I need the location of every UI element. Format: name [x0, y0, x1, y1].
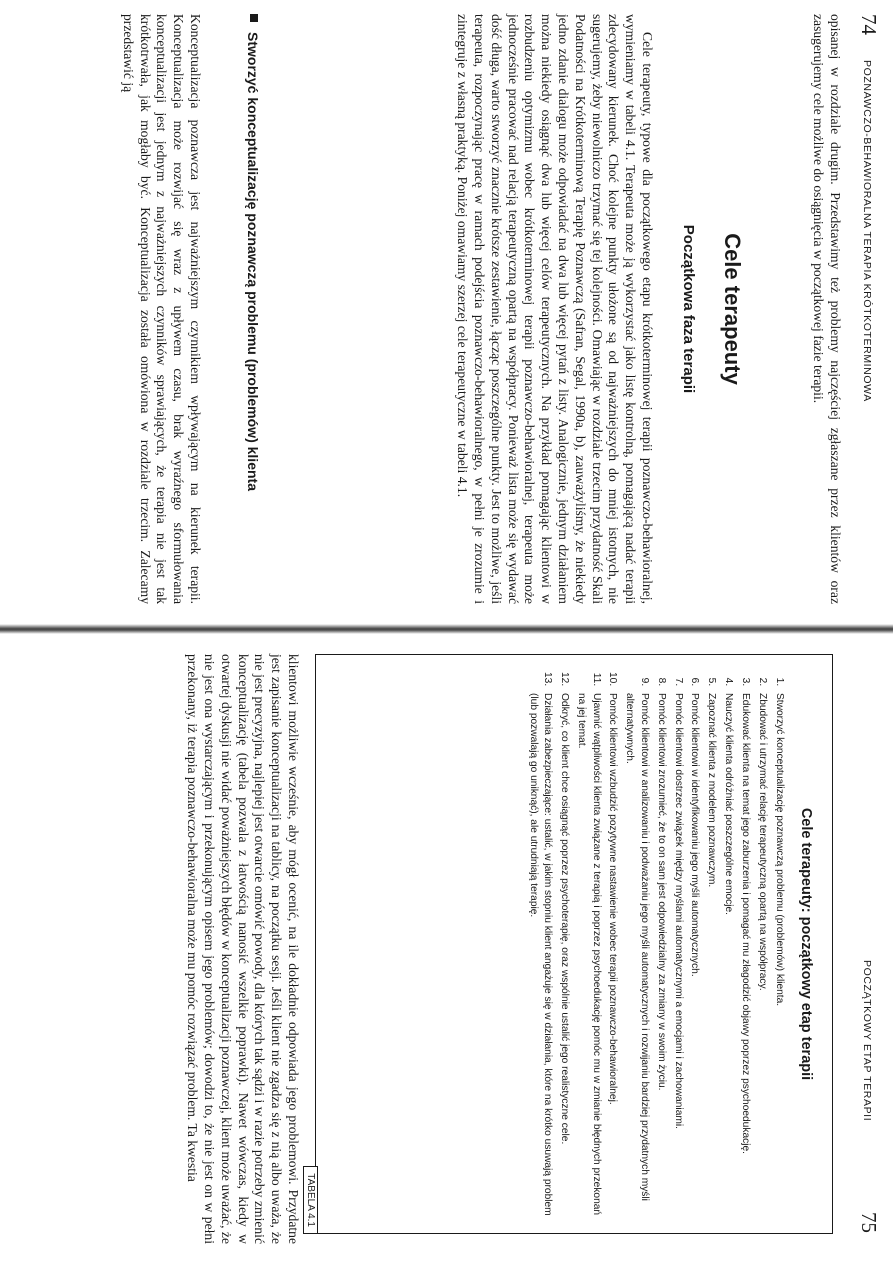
list-item: 9. Pomóc klientowi w analizowaniu i podważaniu jego myśli automatycznych i rozwijaniu bardziej przydatnych myśli alternatywnych. [622, 689, 651, 1219]
running-head: POCZĄTKOWY ETAP TERAPII [861, 960, 873, 1122]
list-item: 4. Nauczyć klienta odróżniać poszczególne emocje. [721, 689, 735, 1219]
table-4-1 [305, 654, 833, 1234]
left-page [0, 0, 893, 618]
paragraph-text: Konceptualizacja poznawcza jest najważniejszym czynnikiem wpływającym na kierunek terapii. Konceptualizacja może rozwijać się wraz z upływem czasu, brak wyraźnego sformułowania konceptualizacji jest jednym z najważniejszych czynników sprawiających, że terapia nie jest tak krótkotrwała, jak mogłaby być. Konceptualizacja została omówiona w rozdziale trzecim. Zalecamy przedstawić ją [120, 14, 203, 604]
bullet-heading-text: Stworzyć konceptualizację poznawczą problemu (problemów) klienta [245, 32, 261, 491]
goals-list [526, 689, 787, 1219]
list-item: 1. Stworzyć konceptualizację poznawczą problemu (problemów) klienta. [772, 689, 786, 1219]
list-item: 5. Zapoznać klienta z modelem poznawczym. [704, 689, 718, 1219]
table-title: Cele terapeuty: początkowy etap terapii [798, 807, 814, 1081]
list-item: 12. Odkryć, co klient chce osiągnąć poprzez psychoterapię, oraz wspólnie ustalić jego realistyczne cele. [557, 689, 571, 1219]
list-item: 13. Działania zabezpieczające: ustalić, w jakim stopniu klient angażuje się w działania, które na krótko usuwają problem (lub pozwalają go uniknąć), ale utrudniają terapię. [526, 689, 555, 1219]
list-item: 11. Ujawnić wątpliwości klienta związane z terapią i poprzez psychoedukację pomóc mu w zmianie błędnych przekonań na jej temat. [574, 689, 603, 1219]
square-bullet-icon [250, 14, 258, 22]
list-item: 10. Pomóc klientowi wzbudzić pozytywne nastawienie wobec terapii poznawczo-behawioralnej. [605, 689, 619, 1219]
chapter-title: Cele terapeuty [720, 233, 745, 385]
paragraph-text: klientowi możliwie wcześnie, aby mógł ocenić, na ile dokładnie odpowiada jego problemowi. Przydatne jest zapisanie konceptualizacji na tablicy, na początku sesji. Jeśli klient nie zgadza się z nią albo uważa, że nie jest precyzyjna, najlepiej jest otwarcie omówić powody, dla których tak sądzi i w razie potrzeby zmienić konceptualizację (tabela pozwala z łatwością nanosić wszelkie poprawki). Nawet wówczas, kiedy w otwartej dyskusji nie widać poważniejszych błędów w konceptualizacji poznawczej, klient może uważać, że nie jest ona wystarczającym i przekonującym opisem jego problemów; dowodzi to, że nie jest on w pełni przekonany, iż terapia poznawczo-behawioralna może mu pomóc rozwiązać problem. Ta kwestia [185, 654, 301, 1244]
page-number: 74 [857, 14, 881, 35]
body-paragraph-2 [119, 14, 203, 604]
right-page [0, 640, 893, 1262]
list-item: 2. Zbudować i utrzymać relację terapeutyczną opartą na współpracy. [755, 689, 769, 1219]
list-item: 6. Pomóc klientowi w identyfikowaniu jego myśli automatycznych. [687, 689, 701, 1219]
body-paragraph-1 [453, 14, 655, 604]
intro-text: opisanej w rozdziale drugim. Przedstawimy też problemy najczęściej zgłaszane przez klientów oraz zasugerujemy cele możliwe do osiągnięcia w początkowej fazie terapii. [811, 14, 843, 604]
book-spine [0, 624, 893, 634]
section-title: Początkowa faza terapii [680, 224, 697, 394]
table-tag: TABELA 4.1 [303, 1166, 318, 1234]
list-item: 3. Edukować klienta na temat jego zaburzenia i pomagać mu złagodzić objawy poprzez psychoedukację. [738, 689, 752, 1219]
list-item: 7. Pomóc klientowi dostrzec związek między myślami automatycznymi a emocjami i zachowaniami. [670, 689, 684, 1219]
paragraph-text: Cele terapeuty, typowe dla początkowego etapu krótkoterminowej terapii poznawczo-behawioralnej, wymieniamy w tabeli 4.1. Terapeuta może ją wykorzystać jako listę kontrolną, pomagającą nadać terapii zdecydowany kierunek. Choć kolejne punkty ułożone są od najważniejszych do mniej istotnych, nie sugerujemy, żeby niewolniczo trzymać się tej kolejności. Omawiając w rozdziale trzecim przydatność Skali Podatności na Krótkoterminową Terapię Poznawczą (Safran, Segal, 1990a, b), zauważyliśmy, że niekiedy jedno zdanie dialogu może odpowiadać na dwa lub więcej pytań z listy. Analogicznie, jednym działaniem można niekiedy osiągnąć dwa lub więcej celów terapeutycznych. Na przykład pomagając klientowi w rozbudzeniu optymizmu wobec krótkoterminowej terapii poznawczo-behawioralnej, terapeuta może jednocześnie pracować nad relacją terapeutyczną opartą na współpracy. Ponieważ lista może się wydawać dość długa, warto stworzyć znacznie krótsze zestawienie, łącząc poszczególne punkty. Jest to możliwe, jeśli terapeuta, rozpoczynając pracę w ramach podejścia poznawczo-behawioralnego, w pełni je zrozumie i zintegruje z własną praktyką. Poniżej omawiamy szerzej cele terapeutyczne w tabeli 4.1. [455, 14, 655, 604]
running-head: POZNAWCZO-BEHAWIORALNA TERAPIA KRÓTKOTERMINOWA [861, 60, 873, 402]
bullet-heading [244, 14, 261, 574]
intro-paragraph [809, 14, 843, 604]
body-paragraph-3 [183, 654, 301, 1244]
list-item: 8. Pomóc klientowi zrozumieć, że to on sam jest odpowiedzialny za zmiany w swoim życiu. [653, 689, 667, 1219]
page-number: 75 [857, 1212, 881, 1233]
